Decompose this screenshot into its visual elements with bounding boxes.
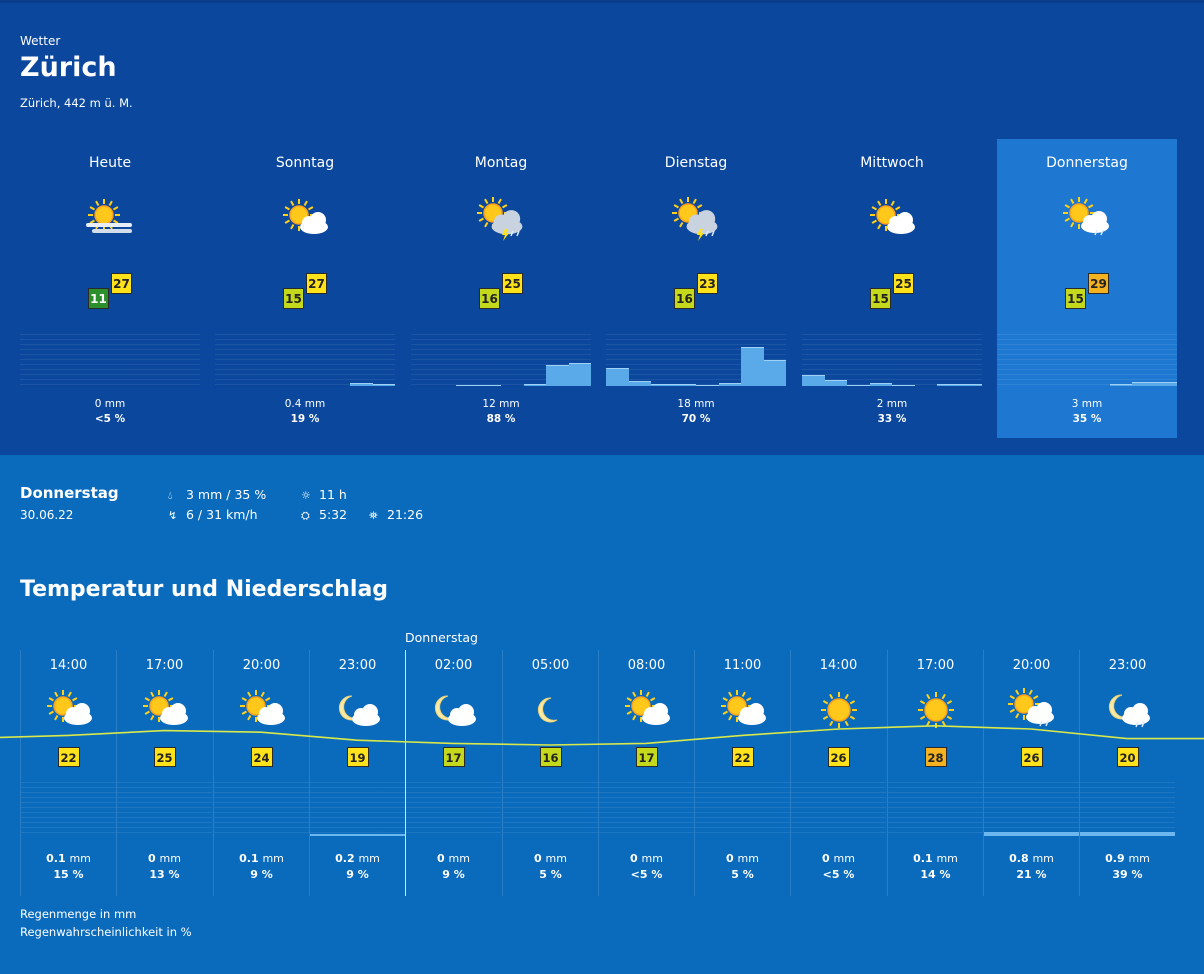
hour-rain-value: 0.1: [913, 852, 933, 865]
rain-amount: 18 mm: [677, 398, 715, 410]
rain-probability: <5 %: [94, 413, 126, 425]
hour-temp-badge: 26: [828, 747, 850, 767]
sun-cloud-icon: [273, 194, 337, 244]
min-temp-badge: 16: [479, 288, 500, 309]
hour-rain-probability: 39 %: [1112, 868, 1143, 881]
rain-bar: [373, 384, 396, 386]
day-name: Donnerstag: [1046, 155, 1128, 171]
hour-rain-value: 0.9: [1105, 852, 1125, 865]
hour-rain-unit: mm: [1128, 852, 1150, 865]
hour-time: 11:00: [723, 658, 762, 673]
legend-rain-probability: Regenwahrscheinlichkeit in %: [20, 925, 192, 939]
rain-chart: [215, 334, 395, 386]
rain-amount: 2 mm: [876, 398, 908, 410]
rain-bar: [960, 384, 983, 386]
hour-rain-probability: 15 %: [53, 868, 84, 881]
hour-rain-value: 0.2: [335, 852, 355, 865]
hour-rain-amount: [503, 852, 598, 865]
detail-rain-value: 3 mm / 35 %: [186, 487, 267, 502]
hour-time: 14:00: [49, 658, 88, 673]
sun-cloud-rain-icon: [1004, 688, 1060, 732]
hour-time: 05:00: [531, 658, 570, 673]
hour-temp-badge: 17: [443, 747, 465, 767]
hour-rain-amount: [21, 852, 116, 865]
rain-bar: [606, 368, 629, 386]
hour-temp-badge: 20: [1117, 747, 1139, 767]
legend-rain-amount: Regenmenge in mm: [20, 907, 137, 921]
hour-column: [790, 650, 886, 896]
rain-bar: [764, 360, 787, 386]
rain-bar: [1080, 832, 1175, 836]
sun-cloud-icon: [234, 688, 290, 732]
hour-time: 20:00: [242, 658, 281, 673]
hour-rain-unit: mm: [358, 852, 380, 865]
sunrise-icon: ⛭: [301, 509, 310, 522]
hour-rain-probability: 5 %: [731, 868, 754, 881]
rain-bar: [825, 380, 848, 386]
hour-temp-badge: 24: [251, 747, 273, 767]
hour-rain-chart: [599, 782, 694, 836]
hour-time: 17:00: [145, 658, 184, 673]
max-temp-badge: 23: [697, 273, 718, 294]
rain-chart: [802, 334, 982, 386]
detail-wind: [168, 507, 258, 522]
day-tab-heute[interactable]: [20, 139, 200, 438]
hour-rain-chart: [21, 782, 116, 836]
rain-bar: [696, 385, 719, 386]
day-tab-mittwoch[interactable]: [802, 139, 982, 438]
day-name: Montag: [474, 155, 528, 171]
hour-column: [983, 650, 1079, 896]
rain-bar: [524, 384, 547, 386]
day-marker-label: Donnerstag: [405, 630, 478, 645]
sun-icon: [908, 688, 964, 732]
rain-bar: [629, 381, 652, 386]
hour-rain-value: 0: [726, 852, 734, 865]
top-border: [0, 0, 1204, 3]
hour-rain-value: 0: [822, 852, 830, 865]
rain-bar: [847, 385, 870, 386]
detail-sun-hours: [301, 487, 347, 502]
hour-temp-badge: 17: [636, 747, 658, 767]
hour-time: 17:00: [916, 658, 955, 673]
sun-cloud-icon: [715, 688, 771, 732]
hour-rain-probability: 5 %: [539, 868, 562, 881]
hour-rain-chart: [406, 782, 501, 836]
sunset-icon: ⛯: [369, 509, 378, 522]
hour-time: 02:00: [434, 658, 473, 673]
hour-temp-badge: 28: [925, 747, 947, 767]
rain-bar: [741, 347, 764, 386]
rain-chart: [20, 334, 200, 386]
hour-temp-badge: 26: [1021, 747, 1043, 767]
min-temp-badge: 16: [674, 288, 695, 309]
max-temp-badge: 25: [502, 273, 523, 294]
max-temp-badge: 29: [1088, 273, 1109, 294]
hour-time: 23:00: [338, 658, 377, 673]
rain-bar: [674, 384, 697, 386]
rain-probability: 19 %: [290, 413, 320, 425]
min-temp-badge: 15: [1065, 288, 1086, 309]
sun-cloud-icon: [619, 688, 675, 732]
detail-sunset-value: 21:26: [387, 507, 424, 522]
hour-rain-amount: [984, 852, 1079, 865]
sun-cloud-thunder-icon: [469, 194, 533, 244]
hour-time: 14:00: [819, 658, 858, 673]
rain-bar: [937, 384, 960, 386]
detail-date: 30.06.22: [20, 508, 74, 522]
rain-probability: 70 %: [681, 413, 711, 425]
sun-cloud-icon: [860, 194, 924, 244]
hour-rain-unit: mm: [448, 852, 470, 865]
hour-rain-value: 0: [437, 852, 445, 865]
day-name: Mittwoch: [860, 155, 924, 171]
hour-rain-probability: 9 %: [442, 868, 465, 881]
hour-rain-value: 0.8: [1009, 852, 1029, 865]
hour-column: [1079, 650, 1175, 896]
hour-time: 20:00: [1012, 658, 1051, 673]
rain-bar: [479, 385, 502, 386]
rain-bar: [651, 384, 674, 386]
hour-rain-chart: [1080, 782, 1175, 836]
rain-probability: 88 %: [486, 413, 516, 425]
hour-rain-chart: [214, 782, 309, 836]
hour-column: [309, 650, 405, 896]
day-tab-donnerstag[interactable]: [997, 139, 1177, 438]
hour-rain-unit: mm: [69, 852, 91, 865]
hour-rain-chart: [984, 782, 1079, 836]
page-kicker: Wetter: [20, 34, 61, 48]
sun-cloud-icon: [137, 688, 193, 732]
detail-sun-hours-value: 11 h: [319, 487, 347, 502]
detail-day: Donnerstag: [20, 484, 119, 502]
detail-sunrise: [301, 507, 347, 523]
hour-rain-chart: [695, 782, 790, 836]
hour-column: [116, 650, 212, 896]
sun-fog-icon: [78, 194, 142, 244]
hour-rain-unit: mm: [833, 852, 855, 865]
detail-wind-value: 6 / 31 km/h: [186, 507, 258, 522]
day-name: Sonntag: [275, 155, 335, 171]
section-title: Temperatur und Niederschlag: [20, 577, 389, 602]
rain-bar: [1155, 382, 1178, 386]
day-name: Heute: [88, 155, 132, 171]
hour-column: [502, 650, 598, 896]
max-temp-badge: 25: [893, 273, 914, 294]
hour-temp-badge: 22: [58, 747, 80, 767]
rain-amount: 3 mm: [1071, 398, 1103, 410]
hour-rain-value: 0: [148, 852, 156, 865]
moon-cloud-icon: [426, 688, 482, 732]
min-temp-badge: 15: [283, 288, 304, 309]
moon-cloud-icon: [330, 688, 386, 732]
wind-icon: ↯: [168, 509, 178, 522]
hour-rain-unit: mm: [1032, 852, 1054, 865]
hour-rain-probability: 21 %: [1016, 868, 1047, 881]
rain-chart: [997, 334, 1177, 386]
max-temp-badge: 27: [306, 273, 327, 294]
day-tab-dienstag[interactable]: [606, 139, 786, 438]
hour-column: [694, 650, 790, 896]
hour-rain-value: 0: [630, 852, 638, 865]
hour-time: 08:00: [627, 658, 666, 673]
sun-icon: ☼: [301, 489, 311, 502]
hour-rain-unit: mm: [936, 852, 958, 865]
hour-rain-unit: mm: [641, 852, 663, 865]
hour-rain-unit: mm: [545, 852, 567, 865]
hour-rain-amount: [1080, 852, 1175, 865]
min-temp-badge: 11: [88, 288, 109, 309]
hour-temp-badge: 25: [154, 747, 176, 767]
min-temp-badge: 15: [870, 288, 891, 309]
rain-chart: [606, 334, 786, 386]
hour-temp-badge: 16: [540, 747, 562, 767]
hour-column: [887, 650, 983, 896]
rain-bar: [719, 383, 742, 386]
hour-column: [405, 650, 501, 896]
moon-icon: [523, 688, 579, 732]
hour-rain-chart: [503, 782, 598, 836]
hour-column: [20, 650, 116, 896]
hour-rain-amount: [888, 852, 983, 865]
rain-probability: 35 %: [1072, 413, 1102, 425]
hour-rain-amount: [791, 852, 886, 865]
rain-bar: [350, 383, 373, 386]
rain-bar: [310, 834, 405, 836]
hour-rain-chart: [117, 782, 212, 836]
hour-rain-amount: [117, 852, 212, 865]
rain-amount: 12 mm: [482, 398, 520, 410]
hour-rain-unit: mm: [159, 852, 181, 865]
sun-cloud-thunder-icon: [664, 194, 728, 244]
rain-amount: 0 mm: [94, 398, 126, 410]
rain-bar: [802, 375, 825, 386]
hour-rain-value: 0: [534, 852, 542, 865]
sun-cloud-rain-icon: [1055, 194, 1119, 244]
hour-rain-probability: <5 %: [822, 868, 855, 881]
detail-rain: [168, 487, 266, 503]
hour-rain-amount: [406, 852, 501, 865]
rain-chart: [411, 334, 591, 386]
sun-cloud-icon: [41, 688, 97, 732]
rain-bar: [569, 363, 592, 386]
day-tab-sonntag[interactable]: [215, 139, 395, 438]
page-title: Zürich: [20, 52, 117, 83]
day-name: Dienstag: [664, 155, 728, 171]
detail-sunset: [369, 507, 423, 523]
rain-probability: 33 %: [877, 413, 907, 425]
hour-rain-probability: 13 %: [149, 868, 180, 881]
hour-time: 23:00: [1108, 658, 1147, 673]
rain-bar: [546, 365, 569, 386]
rain-bar: [984, 832, 1079, 836]
hour-rain-chart: [888, 782, 983, 836]
sun-icon: [811, 688, 867, 732]
rain-amount: 0.4 mm: [284, 398, 326, 410]
hour-rain-amount: [599, 852, 694, 865]
hour-rain-chart: [310, 782, 405, 836]
hour-rain-chart: [791, 782, 886, 836]
altitude-label: Zürich, 442 m ü. M.: [20, 96, 133, 110]
rain-bar: [456, 385, 479, 386]
hour-rain-value: 0.1: [46, 852, 66, 865]
hour-rain-probability: 9 %: [250, 868, 273, 881]
moon-cloud-rain-icon: [1100, 688, 1156, 732]
hour-rain-probability: 9 %: [346, 868, 369, 881]
rain-drop-icon: 💧︎: [168, 489, 173, 502]
max-temp-badge: 27: [111, 273, 132, 294]
hour-temp-badge: 22: [732, 747, 754, 767]
hour-rain-unit: mm: [737, 852, 759, 865]
hour-rain-probability: 14 %: [920, 868, 951, 881]
rain-bar: [892, 385, 915, 386]
day-tab-montag[interactable]: [411, 139, 591, 438]
hour-rain-amount: [695, 852, 790, 865]
hour-temp-badge: 19: [347, 747, 369, 767]
hour-rain-amount: [310, 852, 405, 865]
hour-column: [598, 650, 694, 896]
rain-bar: [1110, 384, 1133, 386]
hour-rain-value: 0.1: [239, 852, 259, 865]
hour-rain-amount: [214, 852, 309, 865]
rain-bar: [870, 383, 893, 386]
hour-rain-probability: <5 %: [630, 868, 663, 881]
forecast-panel: [0, 0, 1204, 455]
rain-bar: [1132, 382, 1155, 386]
detail-sunrise-value: 5:32: [319, 507, 348, 522]
hour-column: [213, 650, 309, 896]
hour-rain-unit: mm: [262, 852, 284, 865]
